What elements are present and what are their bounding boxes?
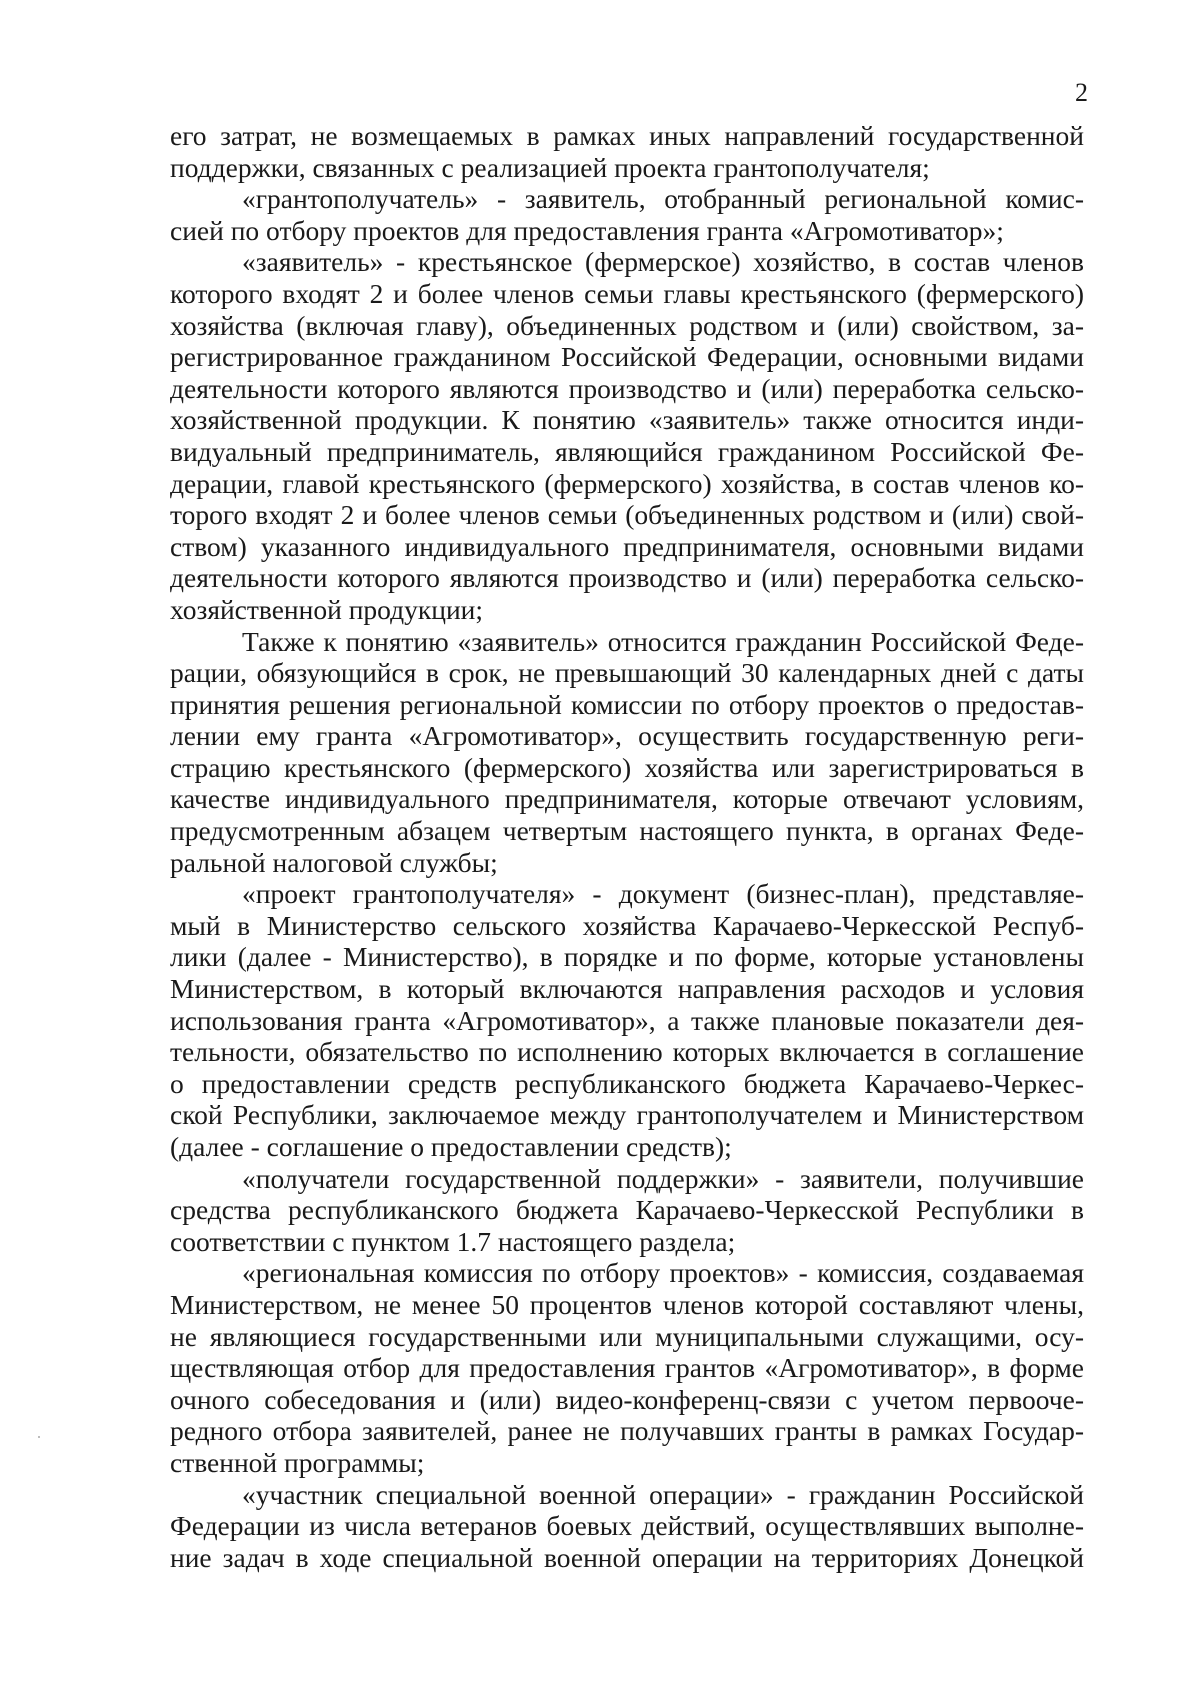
text-line: рации, обязующийся в срок, не превышающий 30 календарных дней с даты (170, 657, 1084, 689)
text-line: деятельности которого являются производство и (или) переработка сельско- (170, 372, 1084, 404)
scan-speck (38, 1436, 40, 1438)
text-line: мый в Министерство сельского хозяйства Карачаево-Черкесской Респуб- (170, 909, 1084, 941)
paragraph-first-line: «участник специальной военной операции» - гражданин Российской (242, 1478, 1084, 1510)
text-line: соответствии с пунктом 1.7 настоящего раздела; (170, 1225, 736, 1257)
text-line: ние задач в ходе специальной военной операции на территориях Донецкой (170, 1541, 1084, 1573)
document-body (170, 120, 1084, 1573)
text-line: Министерством, в который включаются направления расходов и условия (170, 973, 1084, 1005)
text-line: принятия решения региональной комиссии по отбору проектов о предостав- (170, 688, 1084, 720)
paragraph-first-line: Также к понятию «заявитель» относится гражданин Российской Феде- (242, 625, 1084, 657)
text-line: хозяйственной продукции; (170, 593, 484, 625)
text-line: предусмотренным абзацем четвертым настоящего пункта, в органах Феде- (170, 815, 1084, 847)
text-line: использования гранта «Агромотиватор», а также плановые показатели дея- (170, 1004, 1084, 1036)
text-line: его затрат, не возмещаемых в рамках иных направлений государственной (170, 120, 1084, 151)
paragraph-first-line: «получатели государственной поддержки» - заявители, получившие (242, 1162, 1084, 1194)
text-line: ральной налоговой службы; (170, 846, 498, 878)
text-line: хозяйства (включая главу), объединенных родством и (или) свойством, за- (170, 309, 1084, 341)
text-line: лении ему гранта «Агромотиватор», осуществить государственную реги- (170, 720, 1084, 752)
text-line: которого входят 2 и более членов семьи главы крестьянского (фермерского) (170, 277, 1084, 309)
text-line: о предоставлении средств республиканского бюджета Карачаево-Черкес- (170, 1067, 1084, 1099)
paragraph-first-line: «грантополучатель» - заявитель, отобранный региональной комис- (242, 183, 1084, 215)
text-line: ской Республики, заключаемое между грантополучателем и Министерством (170, 1099, 1084, 1131)
text-line: средства республиканского бюджета Карачаево-Черкесской Республики в (170, 1194, 1084, 1226)
text-line: лики (далее - Министерство), в порядке и по форме, которые установлены (170, 941, 1084, 973)
text-line: не являющиеся государственными или муниципальными служащими, осу- (170, 1320, 1084, 1352)
text-line: видуальный предприниматель, являющийся гражданином Российской Фе- (170, 435, 1084, 467)
text-line: Федерации из числа ветеранов боевых действий, осуществлявших выполне- (170, 1510, 1084, 1542)
text-line: сией по отбору проектов для предоставления гранта «Агромотиватор»; (170, 214, 1004, 246)
text-line: качестве индивидуального предпринимателя, которые отвечают условиям, (170, 783, 1084, 815)
text-line: редного отбора заявителей, ранее не получавших гранты в рамках Государ- (170, 1415, 1084, 1447)
text-line: Министерством, не менее 50 процентов членов которой составляют члены, (170, 1288, 1084, 1320)
text-line: очного собеседования и (или) видео-конференц-связи с учетом первооче- (170, 1383, 1084, 1415)
page-number: 2 (1075, 78, 1088, 107)
paragraph-first-line: «заявитель» - крестьянское (фермерское) хозяйство, в состав членов (242, 246, 1084, 278)
paragraph-first-line: «региональная комиссия по отбору проектов» - комиссия, создаваемая (242, 1257, 1084, 1289)
paragraph-first-line: «проект грантополучателя» - документ (бизнес-план), представляе- (242, 878, 1084, 910)
text-line: деятельности которого являются производство и (или) переработка сельско- (170, 562, 1084, 594)
text-line: торого входят 2 и более членов семьи (объединенных родством и (или) свой- (170, 499, 1084, 531)
text-line: дерации, главой крестьянского (фермерского) хозяйства, в состав членов ко- (170, 467, 1084, 499)
text-line: страцию крестьянского (фермерского) хозяйства или зарегистрироваться в (170, 751, 1084, 783)
text-line: тельности, обязательство по исполнению которых включается в соглашение (170, 1036, 1084, 1068)
text-line: поддержки, связанных с реализацией проекта грантополучателя; (170, 151, 930, 183)
text-line: хозяйственной продукции. К понятию «заявитель» также относится инди- (170, 404, 1084, 436)
text-line: (далее - соглашение о предоставлении средств); (170, 1131, 732, 1162)
text-line: ственной программы; (170, 1446, 425, 1478)
text-line: регистрированное гражданином Российской Федерации, основными видами (170, 341, 1084, 373)
text-line: ществляющая отбор для предоставления грантов «Агромотиватор», в форме (170, 1352, 1084, 1384)
text-line: ством) указанного индивидуального предпринимателя, основными видами (170, 530, 1084, 562)
